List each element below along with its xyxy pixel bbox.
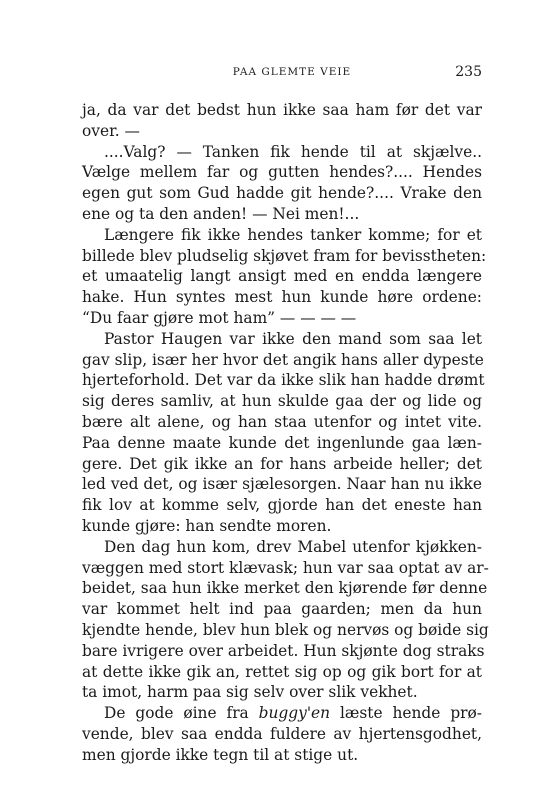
paragraph-6: [82, 703, 482, 765]
text-line: sig deres samliv, at hun skulde gaa der og lide og: [82, 392, 482, 411]
text-segment: De gode øine fra: [104, 704, 259, 723]
running-header: [82, 64, 482, 86]
text-line: væggen med stort klævask; hun var saa optat av ar-: [82, 558, 489, 577]
text-line: Pastor Haugen var ikke den mand som saa let: [104, 329, 482, 348]
text-line: kjendte hende, blev hun blek og nervøs og bøide sig: [82, 620, 489, 639]
text-line: ....Valg? — Tanken fik hende til at skjælve..: [104, 142, 482, 161]
paragraph-5: [82, 537, 489, 703]
text-line: ja, da var det bedst hun ikke saa ham før det var: [82, 101, 482, 119]
text-line: kunde gjøre: han sendte moren.: [82, 516, 332, 535]
text-line: Paa denne maate kunde det ingenlunde gaa læn-: [82, 433, 482, 452]
text-line: egen gut som Gud hadde git hende?.... Vrake den: [82, 184, 482, 203]
text-line: ene og ta den anden! — Nei men!...: [82, 204, 360, 223]
text-line: hjerteforhold. Det var da ikke slik han hadde drømt: [82, 371, 485, 390]
text-line: vende, blev saa endda fuldere av hjertensgodhet,: [82, 724, 482, 743]
paragraph-2: [82, 142, 482, 225]
text-line: billede blev pludselig skjøvet fram for bevisstheten:: [82, 246, 487, 265]
book-page: [82, 64, 489, 766]
running-title: PAA GLEMTE VEIE: [232, 66, 352, 78]
text-line: bære alt alene, og han staa utenfor og intet vite.: [82, 412, 482, 431]
text-line: Vælge mellem far og gutten hendes?.... Hendes: [82, 163, 482, 182]
text-line: bare ivrigere over arbeidet. Hun skjønte dog straks: [82, 641, 485, 660]
text-line: Længere fik ikke hendes tanker komme; for et: [104, 225, 482, 244]
text-line: over. —: [82, 121, 140, 140]
page-number: 235: [455, 64, 482, 80]
text-line: [82, 703, 482, 724]
text-line: gav slip, især her hvor det angik hans aller dypeste: [82, 350, 484, 369]
italic-word: buggy'en: [258, 704, 331, 723]
text-line: “Du faar gjøre mot ham” — — — —: [82, 308, 357, 327]
text-segment: læste hende prø-: [330, 704, 482, 723]
paragraph-1: [82, 100, 482, 142]
text-line: var kommet helt ind paa gaarden; men da hun: [82, 600, 482, 619]
text-line: ta imot, harm paa sig selv over slik vekhet.: [82, 683, 418, 702]
text-line: led ved det, og især sjælesorgen. Naar han nu ikke: [82, 475, 482, 494]
text-line: fik lov at komme selv, gjorde han det eneste han: [82, 496, 482, 515]
paragraph-4: [82, 329, 485, 537]
text-line: men gjorde ikke tegn til at stige ut.: [82, 745, 359, 764]
text-line: Den dag hun kom, drev Mabel utenfor kjøkken-: [104, 537, 482, 556]
body-text: [82, 100, 489, 766]
text-line: et umaatelig langt ansigt med en endda længere: [82, 267, 482, 286]
text-line: beidet, saa hun ikke merket den kjørende før denne: [82, 579, 488, 598]
text-line: hake. Hun syntes mest hun kunde høre ordene:: [82, 288, 482, 307]
paragraph-3: [82, 225, 487, 329]
text-line: gere. Det gik ikke an for hans arbeide heller; det: [82, 454, 482, 473]
text-line: at dette ikke gik an, rettet sig op og gik bort for at: [82, 662, 482, 681]
